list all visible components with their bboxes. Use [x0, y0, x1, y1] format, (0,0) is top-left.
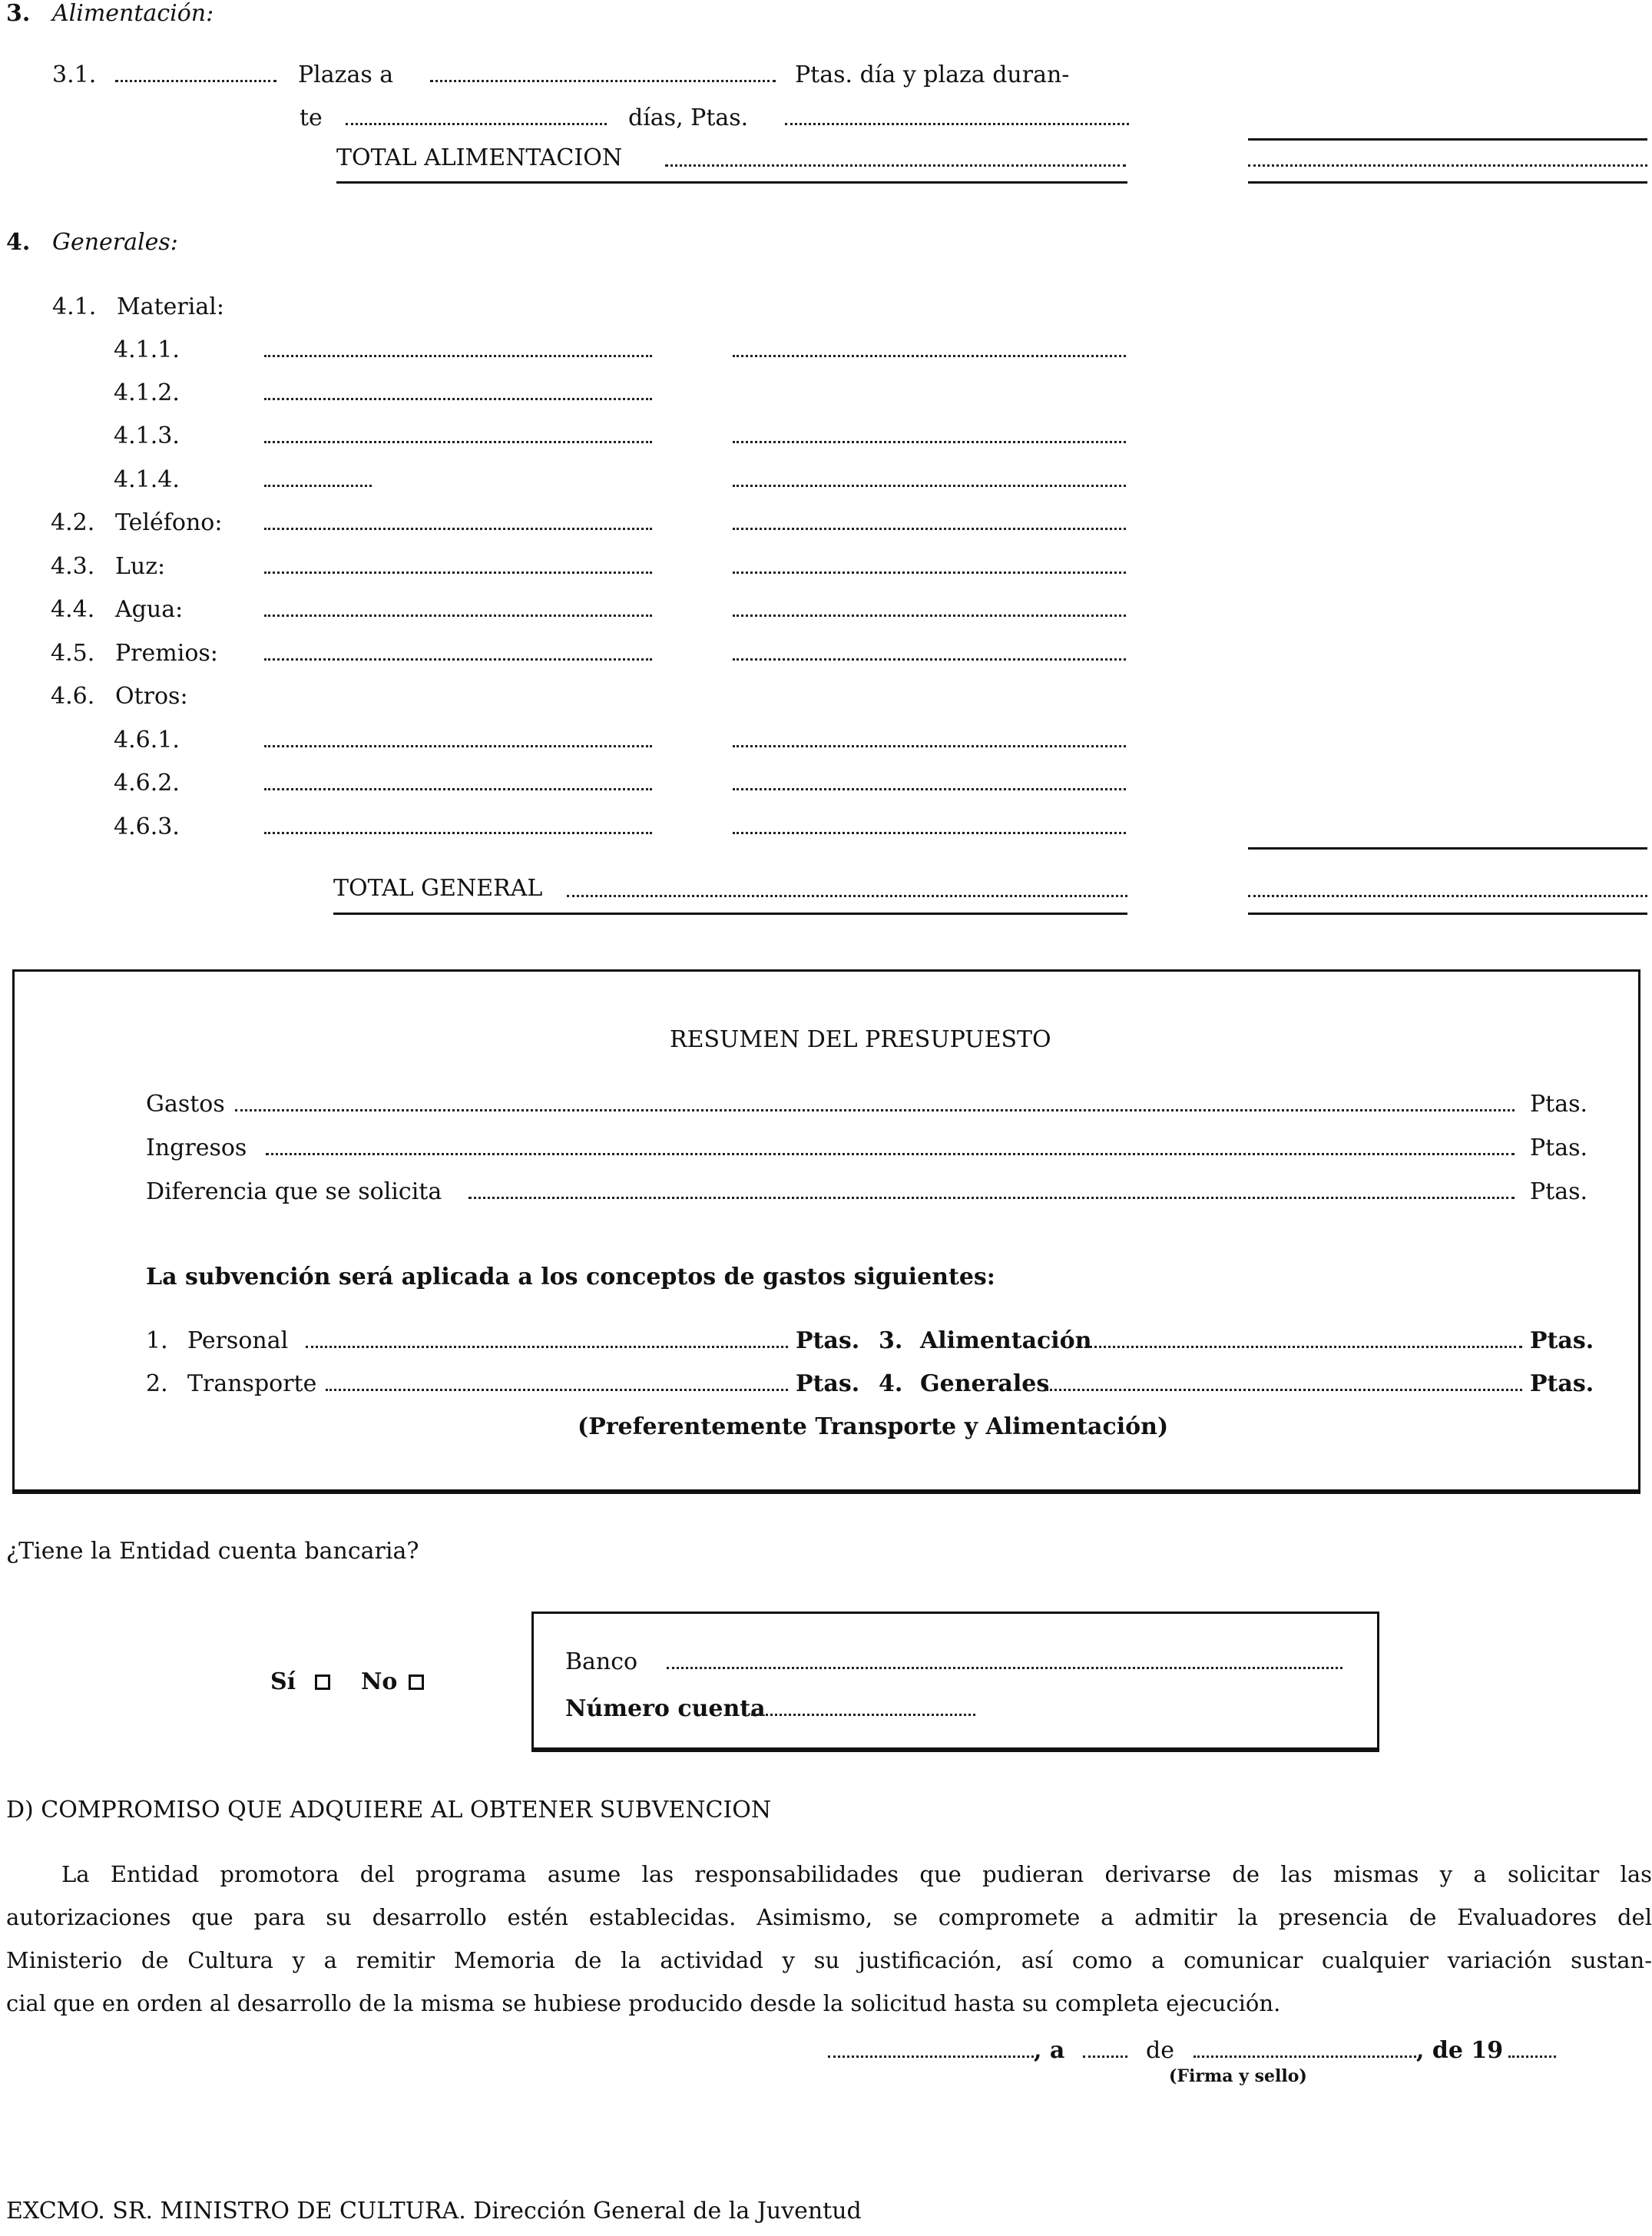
precio-plaza-field[interactable] — [430, 80, 776, 82]
diferencia-field[interactable] — [468, 1197, 1515, 1199]
otros-amount-field[interactable] — [733, 832, 1126, 834]
row-amount-field[interactable] — [733, 355, 1126, 357]
row-concept-field[interactable] — [264, 528, 652, 530]
otros-row-number: 4.6.2. — [114, 770, 180, 797]
banco-box-double-rule — [531, 1750, 1379, 1752]
dias-field[interactable] — [346, 123, 607, 125]
total-alimentacion-leader — [665, 164, 1126, 167]
alimentacion-ptas-field[interactable] — [785, 123, 1129, 125]
numero-cuenta-field[interactable] — [751, 1714, 975, 1716]
concepto-number: 1. — [146, 1327, 168, 1354]
otros-row-number: 4.6.1. — [114, 727, 180, 754]
banco-field[interactable] — [667, 1667, 1342, 1669]
compromiso-line: cial que en orden al desarrollo de la misma se hubiese producido desde la solicitud hasta su completa ejecución. — [6, 1990, 1281, 2016]
row-amount-field[interactable] — [733, 485, 1126, 487]
row-concept-field[interactable] — [264, 485, 372, 487]
otros-amount-field[interactable] — [733, 745, 1126, 747]
row-amount-field[interactable] — [733, 441, 1126, 443]
mes-field[interactable] — [1193, 2055, 1416, 2058]
resumen-box-double-rule — [12, 1492, 1640, 1494]
row-number: 4.1.2. — [114, 379, 180, 406]
total-general-double-rule — [1248, 913, 1647, 915]
gastos-label: Gastos — [146, 1091, 225, 1118]
otros-row-number: 4.6.3. — [114, 813, 180, 840]
row-concept-field[interactable] — [264, 355, 652, 357]
dia-field[interactable] — [1083, 2055, 1127, 2058]
row-number: 4.1.1. — [114, 336, 180, 363]
row-number: 4.2. — [51, 509, 95, 536]
anio-field[interactable] — [1508, 2055, 1556, 2058]
concepto-unit: Ptas. — [796, 1327, 860, 1354]
lugar-field[interactable] — [828, 2055, 1034, 2058]
diferencia-label: Diferencia que se solicita — [146, 1178, 442, 1205]
plazas-field[interactable] — [115, 80, 276, 82]
resumen-title: RESUMEN DEL PRESUPUESTO — [670, 1026, 1051, 1053]
no-label: No — [361, 1668, 398, 1695]
aplicada-text: La subvención será aplicada a los conceptos de gastos siguientes: — [146, 1264, 995, 1290]
otros-concept-field[interactable] — [264, 788, 652, 790]
concepto-label: Alimentación — [920, 1327, 1092, 1354]
otros-concept-field[interactable] — [264, 745, 652, 747]
numero-cuenta-label: Número cuenta — [565, 1695, 766, 1722]
concepto-label: Generales — [920, 1370, 1050, 1397]
subtotal-rule — [1248, 138, 1647, 141]
concepto-number: 4. — [879, 1370, 903, 1397]
concepto-label: Personal — [187, 1327, 289, 1354]
section-4-number: 4. — [6, 229, 31, 256]
row-label: Agua: — [115, 596, 184, 623]
banco-box — [531, 1612, 1379, 1750]
gastos-unit: Ptas. — [1530, 1091, 1588, 1118]
concepto-field[interactable] — [1046, 1389, 1522, 1391]
section-4-heading: Generales: — [52, 229, 178, 256]
si-label: Sí — [270, 1668, 296, 1695]
otros-concept-field[interactable] — [264, 832, 652, 834]
row-amount-field[interactable] — [733, 658, 1126, 661]
row-concept-field[interactable] — [264, 398, 652, 400]
fecha-a: , a — [1034, 2037, 1065, 2064]
compromiso-heading: D) COMPROMISO QUE ADQUIERE AL OBTENER SUBVENCION — [6, 1797, 772, 1824]
row-label: Teléfono: — [115, 509, 223, 536]
total-alimentacion-double-rule — [1248, 181, 1647, 184]
otros-number: 4.6. — [51, 683, 95, 710]
fecha-de: de — [1146, 2037, 1174, 2064]
ptas-dia-label: Ptas. día y plaza duran- — [795, 61, 1070, 88]
material-label: Material: — [117, 293, 224, 320]
fecha-de-19: , de 19 — [1416, 2037, 1504, 2064]
banco-label: Banco — [565, 1648, 638, 1675]
cuenta-question: ¿Tiene la Entidad cuenta bancaria? — [6, 1538, 419, 1565]
total-alimentacion-underline — [336, 181, 1127, 184]
total-general-field[interactable] — [1248, 895, 1647, 897]
item-3-1-number: 3.1. — [52, 61, 97, 88]
compromiso-line: La Entidad promotora del programa asume las responsabilidades que pudieran derivarse de las mismas y a solicitar las — [61, 1861, 1652, 1887]
row-number: 4.3. — [51, 553, 95, 580]
total-general-underline — [333, 913, 1127, 915]
total-general-label: TOTAL GENERAL — [333, 875, 543, 902]
te-label: te — [300, 104, 323, 131]
material-number: 4.1. — [52, 293, 97, 320]
row-label: Luz: — [115, 553, 166, 580]
concepto-number: 2. — [146, 1370, 168, 1397]
row-number: 4.4. — [51, 596, 95, 623]
resumen-note: (Preferentemente Transporte y Alimentación) — [578, 1413, 1169, 1440]
row-amount-field[interactable] — [733, 614, 1126, 617]
section-3-heading: Alimentación: — [52, 0, 214, 27]
row-concept-field[interactable] — [264, 658, 652, 661]
row-label: Premios: — [115, 640, 218, 667]
concepto-field[interactable] — [326, 1389, 788, 1391]
subtotal-rule — [1248, 847, 1647, 850]
total-alimentacion-label: TOTAL ALIMENTACION — [336, 144, 623, 171]
diferencia-unit: Ptas. — [1530, 1178, 1588, 1205]
row-amount-field[interactable] — [733, 571, 1126, 574]
concepto-field[interactable] — [1089, 1346, 1522, 1348]
concepto-label: Transporte — [187, 1370, 317, 1397]
total-general-leader — [567, 895, 1127, 897]
plazas-label: Plazas a — [298, 61, 394, 88]
gastos-field[interactable] — [235, 1109, 1515, 1111]
concepto-field[interactable] — [306, 1346, 788, 1348]
concepto-unit: Ptas. — [1530, 1370, 1594, 1397]
firma-label: (Firma y sello) — [1169, 2066, 1307, 2086]
ingresos-label: Ingresos — [146, 1135, 247, 1161]
row-number: 4.5. — [51, 640, 95, 667]
no-checkbox[interactable] — [409, 1675, 424, 1690]
compromiso-line: Ministerio de Cultura y a remitir Memoria de la actividad y su justificación, así como a comunicar cualquier variación sustan- — [6, 1947, 1652, 1973]
ingresos-field[interactable] — [266, 1153, 1515, 1155]
concepto-unit: Ptas. — [796, 1370, 860, 1397]
row-concept-field[interactable] — [264, 441, 652, 443]
row-amount-field[interactable] — [733, 528, 1126, 530]
otros-amount-field[interactable] — [733, 788, 1126, 790]
footer-destinatario: EXCMO. SR. MINISTRO DE CULTURA. Dirección General de la Juventud — [6, 2198, 862, 2224]
row-concept-field[interactable] — [264, 614, 652, 617]
concepto-unit: Ptas. — [1530, 1327, 1594, 1354]
section-3-number: 3. — [6, 0, 31, 27]
compromiso-line: autorizaciones que para su desarrollo estén establecidas. Asimismo, se compromete a admitir la presencia de Evaluadores del — [6, 1904, 1652, 1930]
row-number: 4.1.4. — [114, 466, 180, 493]
si-checkbox[interactable] — [315, 1675, 330, 1690]
row-number: 4.1.3. — [114, 422, 180, 449]
total-alimentacion-field[interactable] — [1248, 164, 1647, 167]
ingresos-unit: Ptas. — [1530, 1135, 1588, 1161]
concepto-number: 3. — [879, 1327, 903, 1354]
dias-ptas-label: días, Ptas. — [628, 104, 749, 131]
row-concept-field[interactable] — [264, 571, 652, 574]
otros-label: Otros: — [115, 683, 188, 710]
